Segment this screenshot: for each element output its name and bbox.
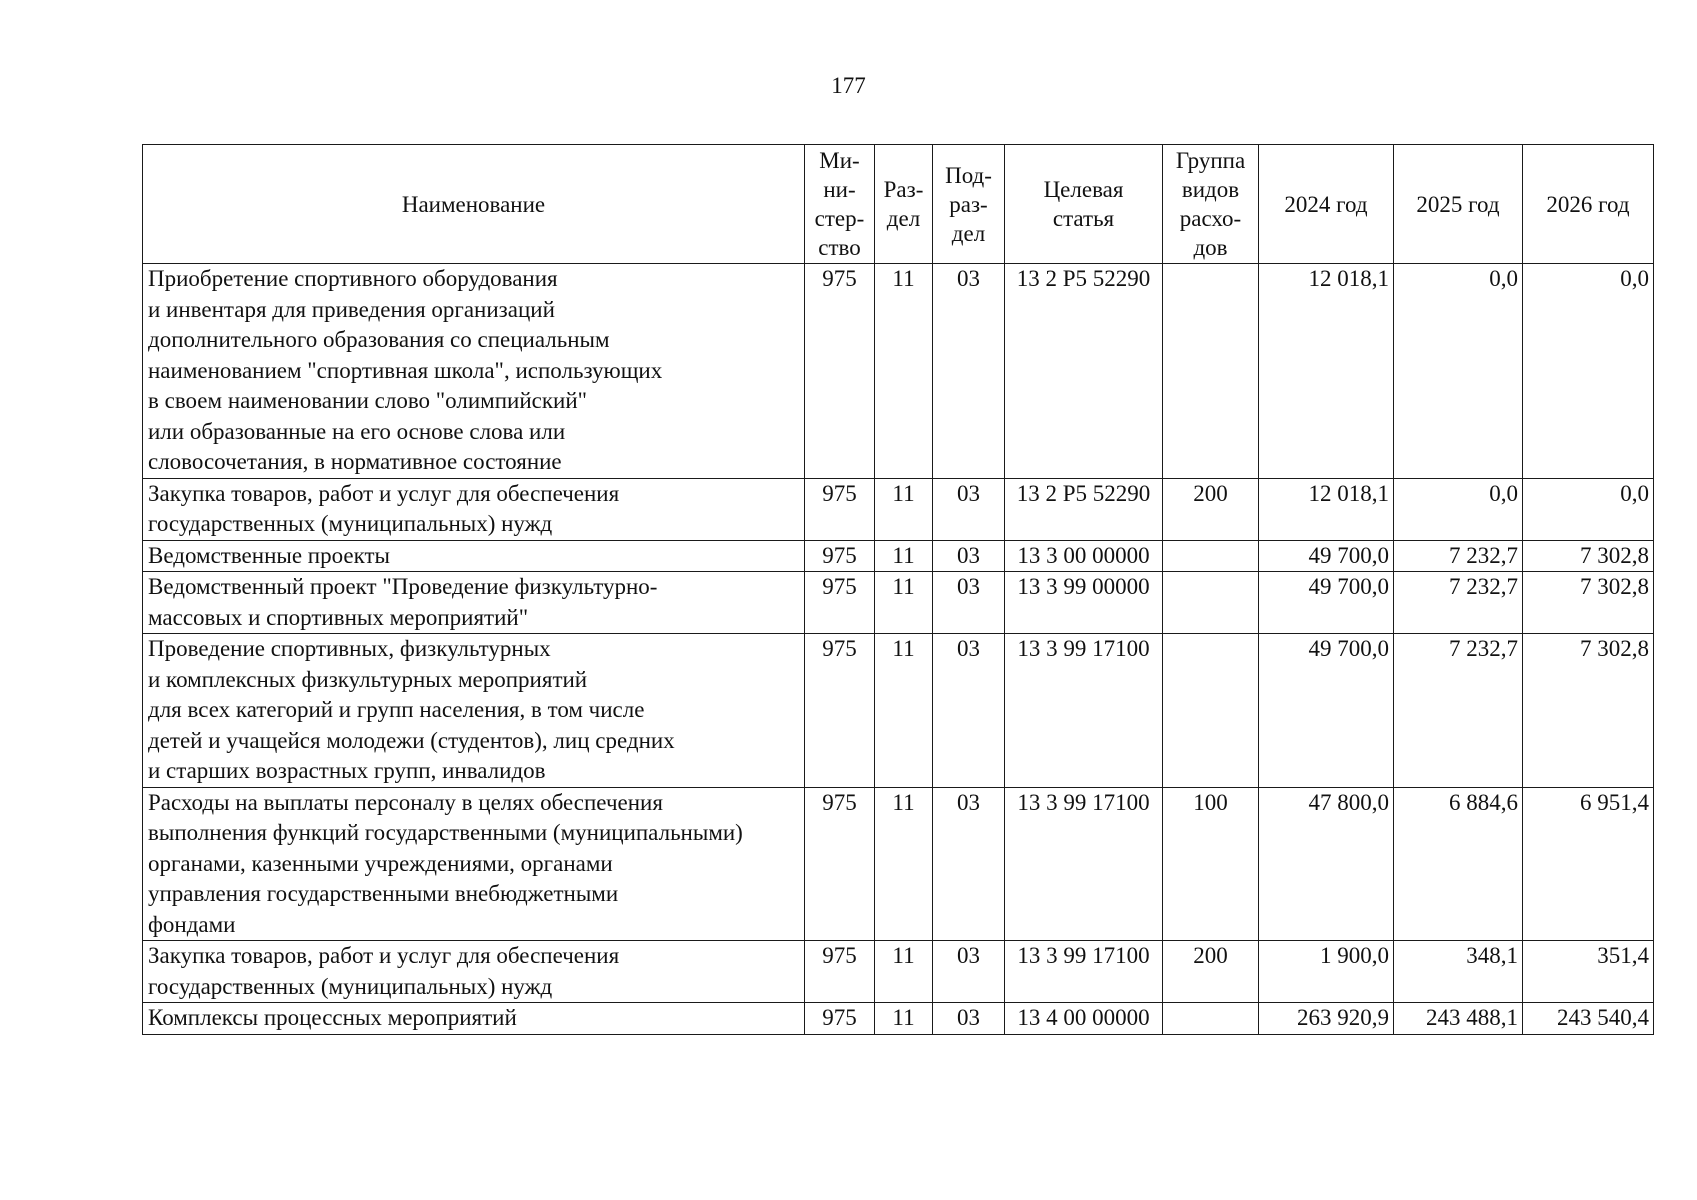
row-expense-group: [1163, 1003, 1259, 1035]
table-header-row: [143, 145, 1654, 264]
row-section: 11: [875, 1003, 933, 1035]
row-2025: 6 884,6: [1394, 787, 1523, 941]
row-target-article: 13 2 Р5 52290: [1005, 264, 1163, 479]
header-2026: 2026 год: [1523, 145, 1654, 264]
row-ministry: 975: [805, 478, 875, 540]
row-2026: 243 540,4: [1523, 1003, 1654, 1035]
row-2025: 7 232,7: [1394, 634, 1523, 788]
row-expense-group: 200: [1163, 941, 1259, 1003]
row-2024: 12 018,1: [1259, 264, 1394, 479]
row-target-article: 13 3 00 00000: [1005, 540, 1163, 572]
row-section: 11: [875, 634, 933, 788]
table-row: [143, 264, 1654, 479]
row-target-article: 13 3 99 00000: [1005, 572, 1163, 634]
row-subsection: 03: [933, 1003, 1005, 1035]
header-name: Наименование: [143, 145, 805, 264]
row-2024: 49 700,0: [1259, 572, 1394, 634]
row-subsection: 03: [933, 264, 1005, 479]
row-name: Приобретение спортивного оборудования и инвентаря для приведения организаций дополнительного образования со специальным наименованием "спортивная школа", использующих в своем наименовании слово "олимпийский" или образованные на его основе слова или словосочетания, в нормативное состояние: [143, 264, 805, 479]
header-expense-group: Группа видов расхо- дов: [1163, 145, 1259, 264]
header-2024: 2024 год: [1259, 145, 1394, 264]
row-name: Проведение спортивных, физкультурных и комплексных физкультурных мероприятий для всех категорий и групп населения, в том числе детей и учащейся молодежи (студентов), лиц средних и старших возрастных групп, инвалидов: [143, 634, 805, 788]
row-expense-group: [1163, 634, 1259, 788]
row-ministry: 975: [805, 634, 875, 788]
row-2024: 12 018,1: [1259, 478, 1394, 540]
row-target-article: 13 3 99 17100: [1005, 941, 1163, 1003]
row-subsection: 03: [933, 941, 1005, 1003]
row-2025: 7 232,7: [1394, 540, 1523, 572]
row-target-article: 13 2 Р5 52290: [1005, 478, 1163, 540]
row-section: 11: [875, 540, 933, 572]
row-2026: 6 951,4: [1523, 787, 1654, 941]
row-ministry: 975: [805, 941, 875, 1003]
row-2026: 351,4: [1523, 941, 1654, 1003]
row-target-article: 13 4 00 00000: [1005, 1003, 1163, 1035]
row-subsection: 03: [933, 634, 1005, 788]
row-ministry: 975: [805, 572, 875, 634]
row-target-article: 13 3 99 17100: [1005, 787, 1163, 941]
row-2026: 7 302,8: [1523, 634, 1654, 788]
row-target-article: 13 3 99 17100: [1005, 634, 1163, 788]
row-2025: 243 488,1: [1394, 1003, 1523, 1035]
row-2026: 7 302,8: [1523, 572, 1654, 634]
row-expense-group: [1163, 264, 1259, 479]
row-section: 11: [875, 264, 933, 479]
table-row: [143, 787, 1654, 941]
table-row: [143, 540, 1654, 572]
row-subsection: 03: [933, 540, 1005, 572]
table-row: [143, 478, 1654, 540]
row-2025: 7 232,7: [1394, 572, 1523, 634]
row-subsection: 03: [933, 572, 1005, 634]
row-section: 11: [875, 787, 933, 941]
row-2026: 0,0: [1523, 264, 1654, 479]
row-ministry: 975: [805, 1003, 875, 1035]
row-expense-group: 100: [1163, 787, 1259, 941]
row-expense-group: 200: [1163, 478, 1259, 540]
header-subsection: Под- раз- дел: [933, 145, 1005, 264]
row-2025: 0,0: [1394, 264, 1523, 479]
row-2024: 49 700,0: [1259, 634, 1394, 788]
table-row: [143, 941, 1654, 1003]
row-2024: 49 700,0: [1259, 540, 1394, 572]
row-ministry: 975: [805, 540, 875, 572]
row-2024: 47 800,0: [1259, 787, 1394, 941]
row-name: Ведомственные проекты: [143, 540, 805, 572]
row-2025: 0,0: [1394, 478, 1523, 540]
row-section: 11: [875, 572, 933, 634]
row-ministry: 975: [805, 787, 875, 941]
header-2025: 2025 год: [1394, 145, 1523, 264]
row-section: 11: [875, 941, 933, 1003]
table-row: [143, 634, 1654, 788]
table-row: [143, 1003, 1654, 1035]
row-2026: 0,0: [1523, 478, 1654, 540]
row-name: Комплексы процессных мероприятий: [143, 1003, 805, 1035]
row-name: Закупка товаров, работ и услуг для обеспечения государственных (муниципальных) нужд: [143, 478, 805, 540]
row-subsection: 03: [933, 787, 1005, 941]
row-name: Закупка товаров, работ и услуг для обеспечения государственных (муниципальных) нужд: [143, 941, 805, 1003]
row-expense-group: [1163, 540, 1259, 572]
header-target-article: Целевая статья: [1005, 145, 1163, 264]
row-expense-group: [1163, 572, 1259, 634]
row-2025: 348,1: [1394, 941, 1523, 1003]
page-number: 177: [831, 73, 866, 98]
row-2024: 263 920,9: [1259, 1003, 1394, 1035]
row-name: Расходы на выплаты персоналу в целях обеспечения выполнения функций государственными (муниципальными) органами, казенными учреждениями, органами управления государственными внебюджетными фондами: [143, 787, 805, 941]
row-2026: 7 302,8: [1523, 540, 1654, 572]
header-ministry: Ми- ни- стер- ство: [805, 145, 875, 264]
row-2024: 1 900,0: [1259, 941, 1394, 1003]
row-ministry: 975: [805, 264, 875, 479]
row-section: 11: [875, 478, 933, 540]
header-section: Раз- дел: [875, 145, 933, 264]
budget-table: [142, 144, 1654, 1035]
table-row: [143, 572, 1654, 634]
row-name: Ведомственный проект "Проведение физкультурно- массовых и спортивных мероприятий": [143, 572, 805, 634]
row-subsection: 03: [933, 478, 1005, 540]
